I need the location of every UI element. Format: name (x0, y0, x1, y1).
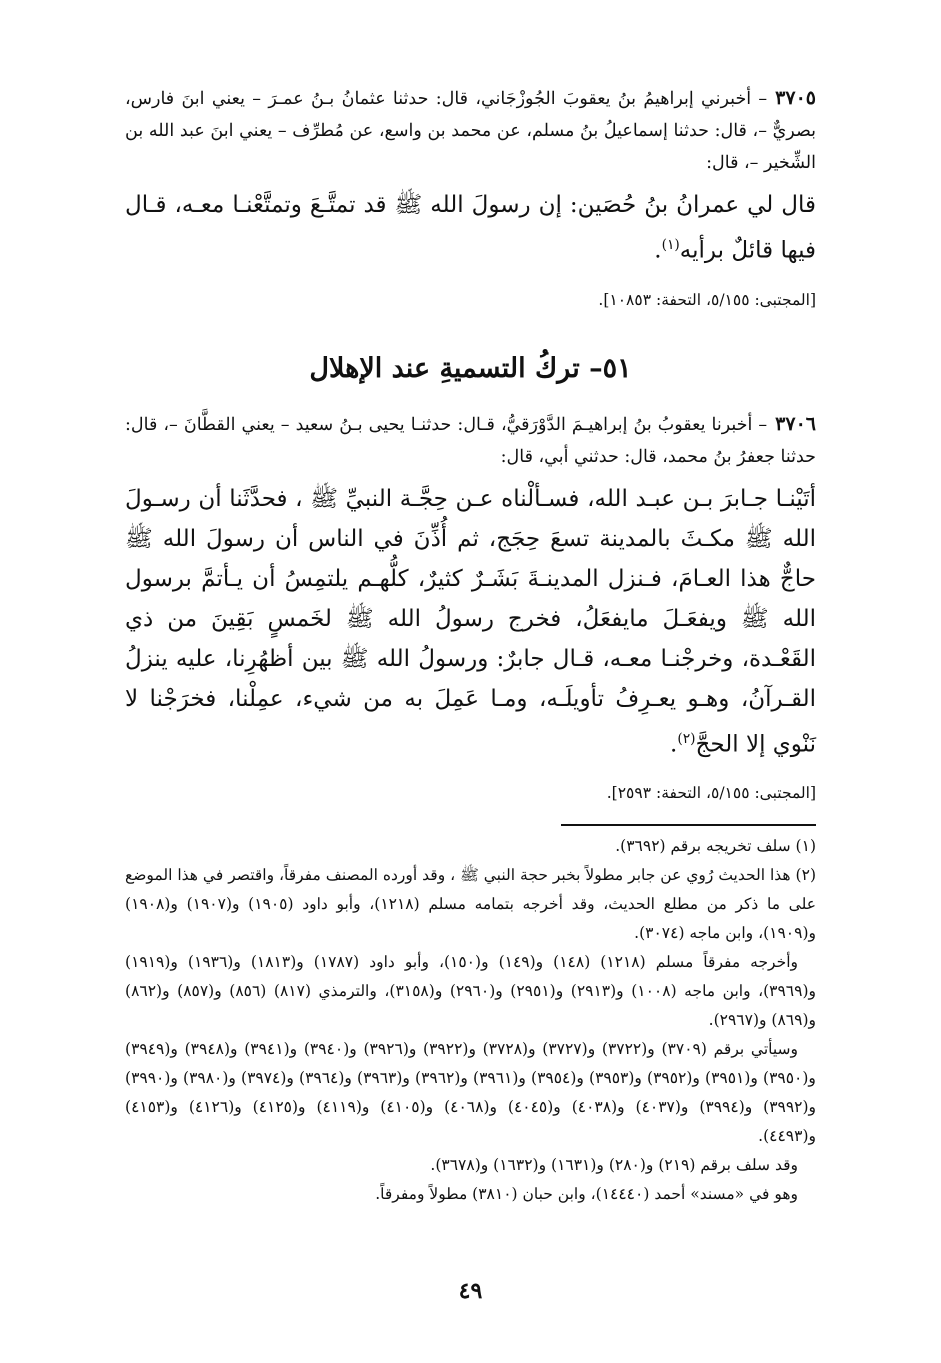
footnote-2-paragraph-3: وسيأتي برقم (٣٧٠٩) و(٣٧٢٢) و(٣٧٢٧) و(٣٧٢٨) و(٣٩٢٢) و(٣٩٢٦) و(٣٩٤٠) و(٣٩٤١) و(٣٩٤٨) و(٣٩٤٩) و(٣٩٥٠) و(٣٩٥١) و(٣٩٥٢) و(٣٩٥٣) و(٣٩٥٤) و(٣٩٦١) و(٣٩٦٢) و(٣٩٦٣) و(٣٩٦٤) و(٣٩٧٤) و(٣٩٨٠) و(٣٩٩٠) و(٣٩٩٢) و(٣٩٩٤) و(٤٠٣٧) و(٤٠٣٨) و(٤٠٤٥) و(٤٠٦٨) و(٤١٠٥) و(٤١١٩) و(٤١٢٥) و(٤١٢٦) و(٤١٥٣) و(٤٤٩٣). (125, 1040, 817, 1146)
footnote-marker[interactable]: (١) (661, 237, 680, 253)
footnote-1: (١) سلف تخريجه برقم (٣٦٩٢). (615, 837, 816, 856)
footnote-marker[interactable]: (٢) (677, 730, 696, 747)
isnad-text: – أخبرني إبراهيمُ بنُ يعقوبَ الجُوزْجَاني، قال: حدثنا عثمانُ بـنُ عمـرَ – يعني ابنَ فارس، بصريٌّ –، قال: حدثنا إسماعيلُ بنُ مسلم، عن محمد بن واسع، عن مُطرِّف – يعني ابنَ عبد الله بن الشِّخير –، قال: (125, 89, 816, 173)
matn-end: . (670, 731, 678, 758)
footnote-2: (٢) هذا الحديث رُوي عن جابر مطولاً بخبر حجة النبي ﷺ ، وقد أورده المصنف مفرقاً، واقتصر في هذا الموضع على ما ذكر من مطلع الحديث، وقد أخرجه بتمامه مسلم (١٢١٨)، وأبو داود (١٩٠٥) و(١٩٠٧) و(١٩٠٨) و(١٩٠٩)، وابن ماجه (٣٠٧٤). (125, 866, 816, 943)
hadith-3705-isnad (125, 82, 816, 179)
footnote-2-paragraph-2: وأخرجه مفرقاً مسلم (١٢١٨) (١٤٨) و(١٤٩) و(١٥٠)، وأبو داود (١٧٨٧) و(١٨١٣) و(١٩٣٦) و(١٩١٩) و(٣٩٦٩)، وابن ماجه (١٠٠٨) و(٢٩١٣) و(٢٩٥١) و(٢٩٦٠) و(٣١٥٨)، والترمذي (٨١٧) (٨٥٦) و(٨٥٧) و(٨٦٢) و(٨٦٩) و(٢٩٦٧). (125, 953, 817, 1030)
page-number: ٤٩ (458, 1278, 483, 1304)
matn-text: أتَيْنـا جـابرَ بـن عبـد الله، فسـألْناه عـن حِجَّـة النبيِّ ﷺ ، فحدَّثَنا أن رسـولَ الله ﷺ مكـثَ بالمدينة تسعَ حِجَج، ثم أُذِّنَ في الناس أن رسولَ الله ﷺ حاجٌّ هذا العـامَ، فـنزل المدينـةَ بَشَـرٌ كثيرٌ، كلُّهـم يلتمِسُ أن يـأتمَّ برسول الله ﷺ ويفعَـلَ مايفعَلُ، فخرج رسولُ الله ﷺ لخَمسٍ بَقِينَ من ذي القَعْـدة، وخرجْنـا معـه، قـال جابرٌ: ورسولُ الله ﷺ بين أظهُرِنا، عليه ينزلُ القـرآنُ، وهـو يعـرِفُ تأويلَـه، ومـا عَمِلَ به من شيء، عمِلْنا، فخرَجْنا لا نَنْوي إلا الحجَّ (125, 485, 816, 758)
matn-end: . (654, 237, 662, 264)
hadith-3705-reference: [المجتبى: ٥/١٥٥، التحفة: ١٠٨٥٣]. (598, 290, 816, 309)
footnotes (125, 832, 816, 1209)
footnote-2-paragraph-4: وقد سلف برقم (٢١٩) و(٢٨٠) و(١٦٣١) و(١٦٣٢) و(٣٦٧٨). (430, 1156, 798, 1175)
footnote-2-paragraph-5: وهو في «مسند» أحمد (١٤٤٤٠)، وابن حبان (٣٨١٠) مطولاً ومفرقاً. (375, 1185, 798, 1204)
chapter-heading: ٥١– تركُ التسميةِ عند الإهلال (309, 352, 632, 384)
hadith-3706-matn (125, 479, 816, 765)
footnote-divider (561, 824, 816, 826)
matn-text: قال لي عمرانُ بنُ حُصَين: إن رسولَ الله ﷺ قد تمتَّـعَ وتمتَّعْنـا معـه، قـال فيها قائلٌ برأيه (125, 192, 816, 264)
hadith-3706-isnad (125, 408, 816, 473)
hadith-3706-reference: [المجتبى: ٥/١٥٥، التحفة: ٢٥٩٣]. (606, 784, 816, 803)
hadith-3705-matn (125, 185, 816, 271)
hadith-number: ٣٧٠٥ (775, 87, 816, 109)
isnad-text: – أخبرنا يعقوبُ بنُ إبراهيـمَ الدَّوْرَقيُّ، قـال: حدثنـا يحيى بـنُ سعيد – يعني القطَّانَ –، قال: حدثنا جعفرُ بنُ محمد، قال: حدثني أبي، قال: (125, 414, 816, 467)
hadith-number: ٣٧٠٦ (775, 412, 816, 435)
